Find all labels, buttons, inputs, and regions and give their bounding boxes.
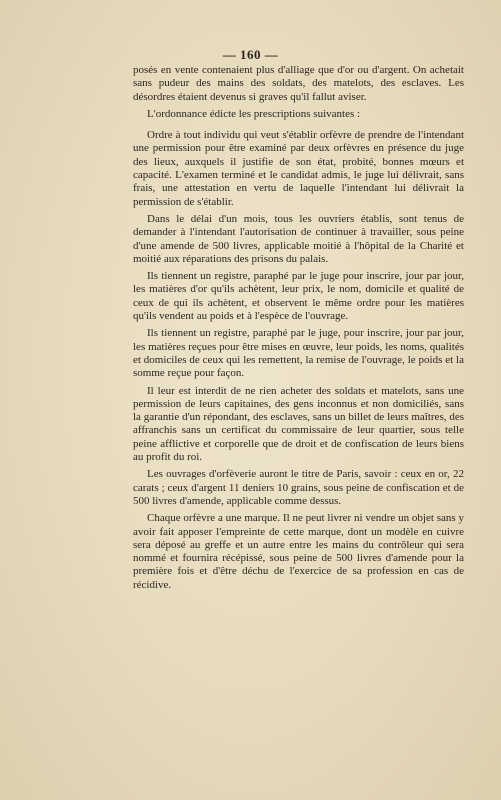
paragraph-6: Ils tiennent un registre, paraphé par le juge, pour inscrire, jour par jour, les matières reçues pour être mises en œuvre, leur poids, les noms, qualités et domiciles de ceux qui les remettent, la remise de l'ouvrage, le poids et la somme reçue pour façon. [133,327,464,380]
body-text [133,64,464,596]
paragraph-2: L'ordonnance édicte les prescriptions suivantes : [147,107,361,120]
paragraph-7: Il leur est interdit de ne rien acheter des soldats et matelots, sans une permission de leurs capitaines, des gens inconnus et non domiciliés, sans la garantie d'un répondant, des esclaves, sans un billet de leurs maîtres, des affranchis sans un certificat du commissaire de leur quartier, sous telle peine afflictive et corporelle que de droit et de confiscation de leurs biens au profit du roi. [133,384,464,464]
paragraph-5: Ils tiennent un registre, paraphé par le juge pour inscrire, jour par jour, les matières d'or qu'ils achètent, leur prix, le nom, domicile et qualité de ceux de qui ils achètent, et observent le même ordre pour les matières qu'ils vendent au poids et à l'espèce de l'ouvrage. [133,270,464,323]
paragraph-9: Chaque orfèvre a une marque. Il ne peut livrer ni vendre un objet sans y avoir fait apposer l'empreinte de cette marque, dont un modèle en cuivre sera déposé au greffe et un autre entre les mains du contrôleur qui sera nommé et fournira récépissé, sous peine de 500 livres d'amende pour la première fois et d'être déchu de l'exercice de sa profession en cas de récidive. [133,512,464,591]
page-number: — 160 — [222,47,279,62]
paragraph-4: Dans le délai d'un mois, tous les ouvriers établis, sont tenus de demander à l'intendant l'autorisation de continuer à travailler, sous peine d'une amende de 500 livres, applicable moitié à l'hôpital de la Charité et moitié aux réparations des prisons du palais. [133,212,464,265]
paragraph-1: posés en vente contenaient plus d'alliage que d'or ou d'argent. On achetait sans pudeur des mains des soldats, des matelots, des esclaves. Les désordres étaient devenus si graves qu'il fallut aviser. [133,64,464,103]
paragraph-8: Les ouvrages d'orfèverie auront le titre de Paris, savoir : ceux en or, 22 carats ; ceux d'argent 11 deniers 10 grains, sous peine de confiscation et de 500 livres d'amende, applicable comme dessus. [133,468,464,507]
paragraph-3: Ordre à tout individu qui veut s'établir orfèvre de prendre de l'intendant une permission pour être examiné par deux orfèvres en présence du juge des lieux, auxquels il justifie de son état, probité, bonnes mœurs et capacité. L'examen terminé et le candidat admis, le juge lui délivrait, sans frais, une attestation en vertu de laquelle l'intendant lui délivrait la permission de s'établir. [133,129,464,208]
